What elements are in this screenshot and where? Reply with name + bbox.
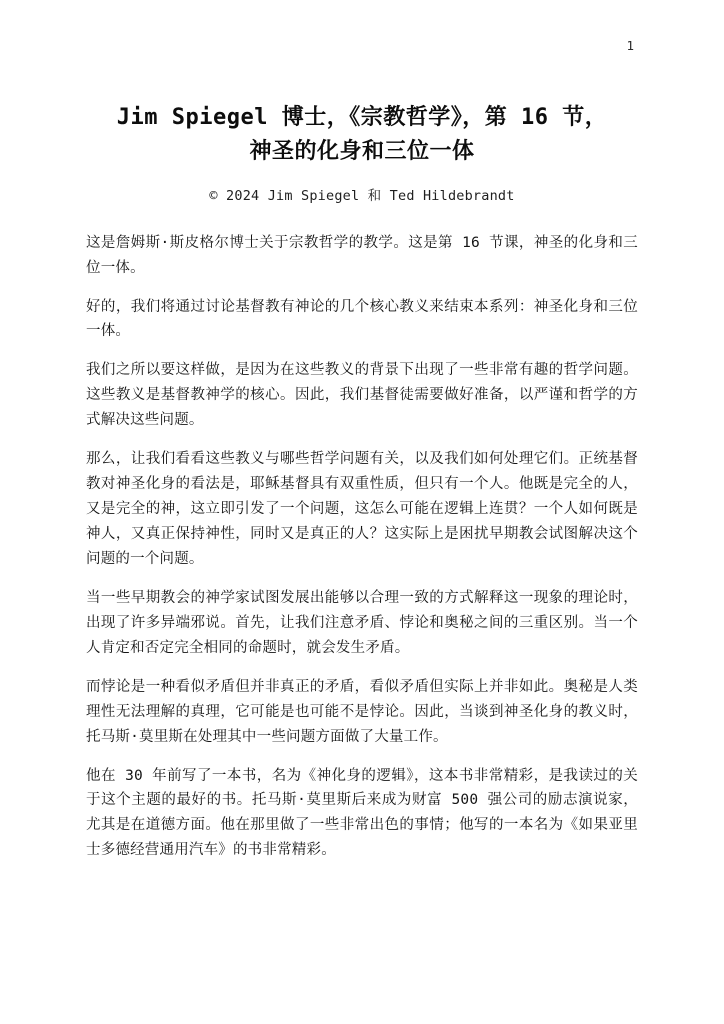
page-number: 1 <box>626 38 634 53</box>
paragraph: 他在 30 年前写了一本书，名为《神化身的逻辑》，这本书非常精彩，是我读过的关于这个主题的最好的书。托马斯·莫里斯后来成为财富 500 强公司的励志演说家，尤其是在道德方面。他在那里做了一些非常出色的事情；他写的一本名为《如果亚里士多德经营通用汽车》的书非常精彩。 <box>86 767 638 859</box>
paragraph: 好的，我们将通过讨论基督教有神论的几个核心教义来结束本系列：神圣化身和三位一体。 <box>86 298 638 340</box>
page-content <box>86 86 638 877</box>
paragraph: 那么，让我们看看这些教义与哪些哲学问题有关，以及我们如何处理它们。正统基督教对神圣化身的看法是，耶稣基督具有双重性质，但只有一个人。他既是完全的人，又是完全的神，这立即引发了一个问题，这怎么可能在逻辑上连贯？一个人如何既是神人，又真正保持神性，同时又是真正的人？这实际上是困扰早期教会试图解决这个问题的一个问题。 <box>86 451 638 567</box>
paragraph: 而悖论是一种看似矛盾但并非真正的矛盾，看似矛盾但实际上并非如此。奥秘是人类理性无法理解的真理，它可能是也可能不是悖论。因此，当谈到神圣化身的教义时，托马斯·莫里斯在处理其中一些问题方面做了大量工作。 <box>86 678 638 745</box>
paragraph: 当一些早期教会的神学家试图发展出能够以合理一致的方式解释这一现象的理论时，出现了许多异端邪说。首先，让我们注意矛盾、悖论和奥秘之间的三重区别。当一个人肯定和否定完全相同的命题时，就会发生矛盾。 <box>86 589 638 656</box>
document-title-line-2: 神圣的化身和三位一体 <box>249 138 475 164</box>
document-title <box>86 101 638 169</box>
document-title-line-1: Jim Spiegel 博士，《宗教哲学》，第 16 节， <box>116 104 608 130</box>
paragraph: 我们之所以要这样做，是因为在这些教义的背景下出现了一些非常有趣的哲学问题。这些教义是基督教神学的核心。因此，我们基督徒需要做好准备，以严谨和哲学的方式解决这些问题。 <box>86 362 638 429</box>
document-body <box>86 231 638 864</box>
paragraph: 这是詹姆斯·斯皮格尔博士关于宗教哲学的教学。这是第 16 节课，神圣的化身和三位一体。 <box>86 234 638 276</box>
copyright-line: © 2024 Jim Spiegel 和 Ted Hildebrandt <box>209 187 515 204</box>
